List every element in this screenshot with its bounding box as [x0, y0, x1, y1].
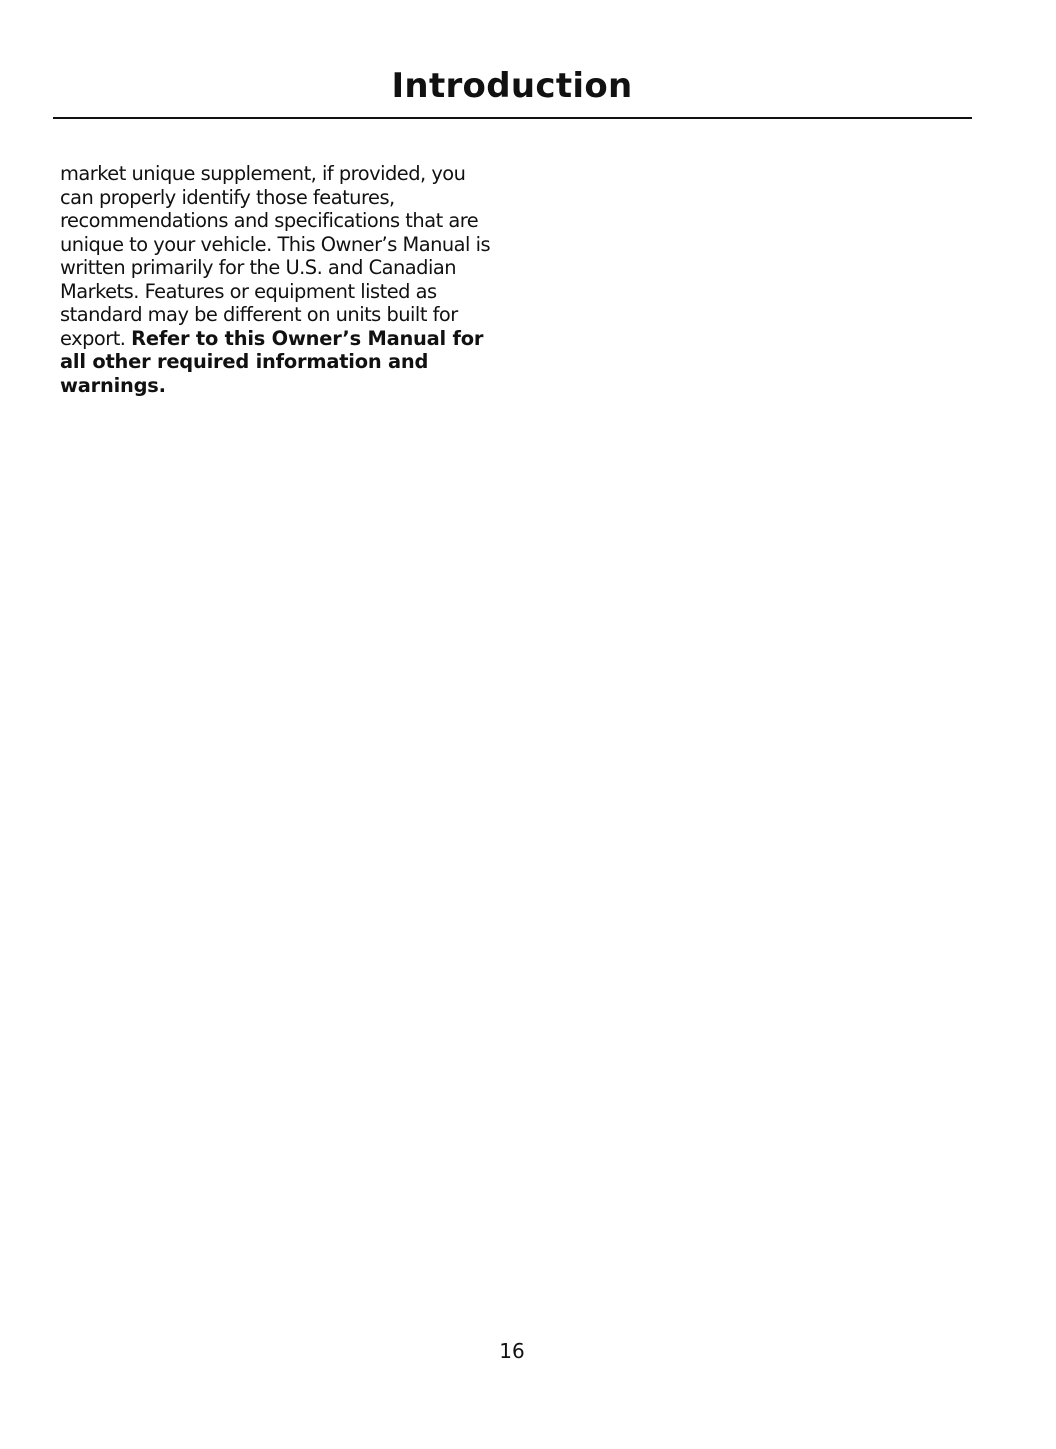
page-title: Introduction: [391, 66, 633, 106]
page-number: 16: [499, 1339, 525, 1363]
header-divider: [53, 117, 972, 119]
paragraph-text: market unique supplement, if provided, you can properly identify those features, recommendations and specifications that are unique to your vehicle. This Owner’s Manual is written primarily for the U.S. and Canadian Markets. Features or equipment listed as standard may be different on units built for export.: [60, 162, 491, 350]
paragraph-emphasis: Refer to this Owner’s Manual for all other required information and warnings.: [60, 326, 484, 397]
body-paragraph: [60, 162, 492, 397]
